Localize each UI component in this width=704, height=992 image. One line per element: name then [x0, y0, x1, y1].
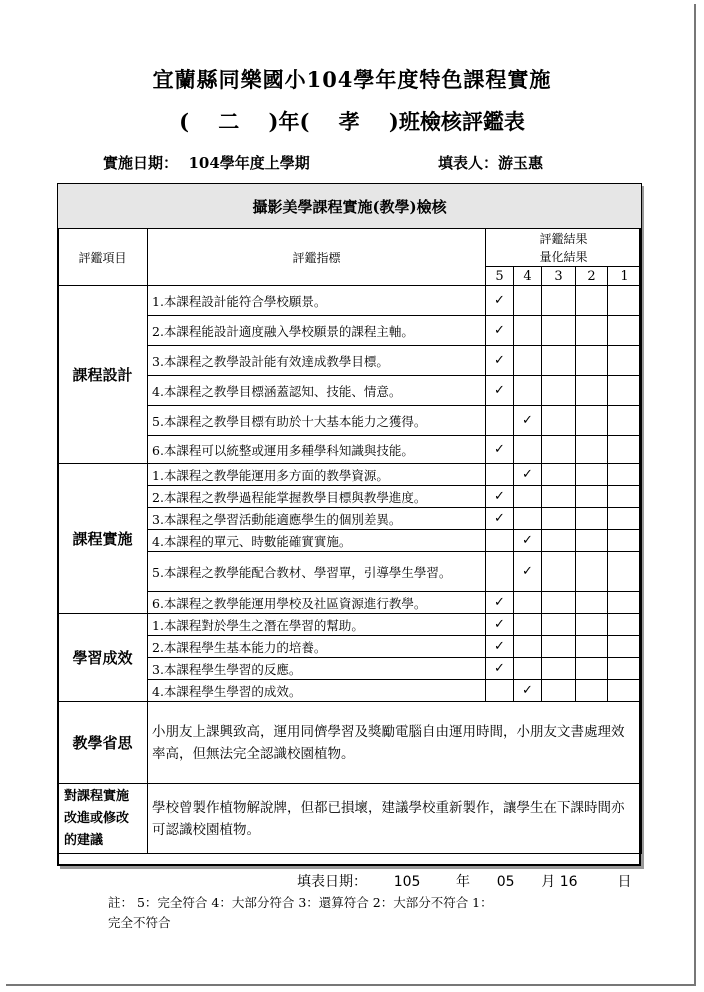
check-mark-icon: ✓: [494, 661, 505, 676]
score-cell-5: [486, 316, 514, 346]
indicator-text: 1.本課程對於學生之潛在學習的幫助。: [148, 614, 486, 636]
score-cell-5: [486, 552, 514, 592]
evaluation-table: [57, 183, 642, 854]
score-cell-3: [542, 406, 576, 436]
indicator-text: 3.本課程學生學習的反應。: [148, 658, 486, 680]
indicator-text: 2.本課程之教學過程能掌握教學目標與教學進度。: [148, 486, 486, 508]
document-subtitle: ( 二 )年( 孝 )班檢核評鑑表: [179, 109, 525, 134]
check-mark-icon: ✓: [494, 442, 505, 457]
suggestion-text: 學校曾製作植物解說牌，但都已損壞，建議學校重新製作，讓學生在下課時間亦可認識校園植物。: [148, 784, 642, 854]
score-header-2: 2: [576, 267, 608, 286]
suggestion-label-line: 改進或修改: [64, 810, 130, 826]
score-cell-3: [542, 552, 576, 592]
indicator-text: 2.本課程學生基本能力的培養。: [148, 636, 486, 658]
table-row: [58, 614, 642, 636]
score-cell-2: [576, 346, 608, 376]
check-mark-icon: ✓: [522, 467, 533, 482]
score-cell-2: [576, 406, 608, 436]
score-header-4: 4: [514, 267, 542, 286]
score-cell-4: [514, 406, 542, 436]
indicator-text: 5.本課程之教學能配合教材、學習單，引導學生學習。: [148, 552, 486, 592]
score-cell-2: [576, 286, 608, 316]
indicator-text: 6.本課程之教學能運用學校及社區資源進行教學。: [148, 592, 486, 614]
score-cell-1: [608, 376, 642, 406]
score-cell-2: [576, 316, 608, 346]
indicator-text: 4.本課程之教學目標涵蓋認知、技能、情意。: [148, 376, 486, 406]
score-cell-5: [486, 636, 514, 658]
result-label: 評鑑結果: [539, 231, 588, 246]
score-cell-2: [576, 376, 608, 406]
check-mark-icon: ✓: [494, 489, 505, 504]
score-cell-2: [576, 552, 608, 592]
score-cell-3: [542, 636, 576, 658]
score-cell-4: [514, 508, 542, 530]
check-mark-icon: ✓: [522, 413, 533, 428]
score-cell-1: [608, 614, 642, 636]
footnote: [108, 893, 598, 933]
score-cell-3: [542, 530, 576, 552]
score-cell-1: [608, 406, 642, 436]
score-cell-4: [514, 552, 542, 592]
check-mark-icon: ✓: [494, 293, 505, 308]
score-cell-3: [542, 614, 576, 636]
score-cell-4: [514, 316, 542, 346]
quant-label: 量化結果: [539, 249, 588, 264]
score-cell-5: [486, 286, 514, 316]
score-cell-5: [486, 592, 514, 614]
score-cell-1: [608, 636, 642, 658]
indicator-text: 6.本課程可以統整或運用多種學科知識與技能。: [148, 436, 486, 464]
score-cell-1: [608, 530, 642, 552]
check-mark-icon: ✓: [494, 617, 505, 632]
score-cell-2: [576, 436, 608, 464]
table-row: [58, 286, 642, 316]
implementation-date: 實施日期： 104學年度上學期: [103, 154, 310, 172]
score-cell-4: [514, 286, 542, 316]
reflection-text: 小朋友上課興致高，運用同儕學習及獎勵電腦自由運用時間，小朋友文書處理效率高，但無法完全認識校園植物。: [148, 702, 642, 784]
score-cell-4: [514, 592, 542, 614]
score-header-3: 3: [542, 267, 576, 286]
score-cell-1: [608, 592, 642, 614]
score-cell-2: [576, 614, 608, 636]
form-filler: 填表人：游玉惠: [438, 154, 544, 172]
score-cell-5: [486, 376, 514, 406]
indicator-text: 4.本課程的單元、時數能確實實施。: [148, 530, 486, 552]
score-cell-5: [486, 530, 514, 552]
score-cell-3: [542, 316, 576, 346]
score-cell-2: [576, 486, 608, 508]
score-cell-4: [514, 346, 542, 376]
score-cell-5: [486, 346, 514, 376]
score-cell-2: [576, 658, 608, 680]
score-cell-2: [576, 592, 608, 614]
footnote-line-1: 註： 5：完全符合 4：大部分符合 3：還算符合 2：大部分不符合 1：: [108, 895, 493, 910]
score-cell-3: [542, 436, 576, 464]
indicator-text: 2.本課程能設計適度融入學校願景的課程主軸。: [148, 316, 486, 346]
score-cell-1: [608, 552, 642, 592]
score-cell-2: [576, 530, 608, 552]
check-mark-icon: ✓: [494, 323, 505, 338]
suggestion-label: [58, 784, 148, 854]
score-header-5: 5: [486, 267, 514, 286]
suggestion-label-line: 對課程實施: [64, 788, 130, 804]
category-label: 課程實施: [58, 464, 148, 614]
col-header-indicator: 評鑑指標: [148, 229, 486, 286]
check-mark-icon: ✓: [494, 383, 505, 398]
category-label: 課程設計: [58, 286, 148, 464]
score-cell-5: [486, 658, 514, 680]
score-cell-2: [576, 680, 608, 702]
check-mark-icon: ✓: [522, 533, 533, 548]
score-cell-5: [486, 614, 514, 636]
score-cell-3: [542, 346, 576, 376]
check-mark-icon: ✓: [494, 639, 505, 654]
score-cell-1: [608, 346, 642, 376]
score-cell-3: [542, 658, 576, 680]
indicator-text: 1.本課程設計能符合學校願景。: [148, 286, 486, 316]
score-cell-2: [576, 636, 608, 658]
score-cell-1: [608, 286, 642, 316]
score-cell-2: [576, 508, 608, 530]
score-cell-4: [514, 376, 542, 406]
col-header-item: 評鑑項目: [58, 229, 148, 286]
score-cell-1: [608, 464, 642, 486]
table-row: [58, 464, 642, 486]
col-header-result: [486, 229, 642, 267]
score-cell-5: [486, 680, 514, 702]
score-cell-3: [542, 592, 576, 614]
category-label: 學習成效: [58, 614, 148, 702]
indicator-text: 3.本課程之學習活動能適應學生的個別差異。: [148, 508, 486, 530]
score-cell-5: [486, 406, 514, 436]
score-cell-3: [542, 508, 576, 530]
indicator-text: 5.本課程之教學目標有助於十大基本能力之獲得。: [148, 406, 486, 436]
score-cell-4: [514, 680, 542, 702]
score-cell-1: [608, 680, 642, 702]
section-title: 攝影美學課程實施(教學)檢核: [58, 184, 642, 229]
fill-date: 填表日期： 105 年 05 月 16 日: [297, 874, 632, 890]
check-mark-icon: ✓: [522, 683, 533, 698]
score-header-1: 1: [608, 267, 642, 286]
score-cell-4: [514, 464, 542, 486]
indicator-text: 4.本課程學生學習的成效。: [148, 680, 486, 702]
reflection-label: 教學省思: [58, 702, 148, 784]
score-cell-5: [486, 464, 514, 486]
score-cell-3: [542, 464, 576, 486]
score-cell-5: [486, 486, 514, 508]
score-cell-5: [486, 436, 514, 464]
score-cell-4: [514, 436, 542, 464]
indicator-text: 3.本課程之教學設計能有效達成教學目標。: [148, 346, 486, 376]
footnote-line-2: 完全不符合: [108, 915, 171, 930]
check-mark-icon: ✓: [494, 353, 505, 368]
score-cell-2: [576, 464, 608, 486]
score-cell-3: [542, 680, 576, 702]
score-cell-1: [608, 316, 642, 346]
score-cell-1: [608, 486, 642, 508]
score-cell-4: [514, 636, 542, 658]
score-cell-3: [542, 376, 576, 406]
score-cell-1: [608, 436, 642, 464]
score-cell-3: [542, 286, 576, 316]
score-cell-4: [514, 658, 542, 680]
suggestion-label-line: 的建議: [64, 832, 104, 848]
check-mark-icon: ✓: [494, 511, 505, 526]
check-mark-icon: ✓: [522, 564, 533, 579]
score-cell-1: [608, 508, 642, 530]
score-cell-3: [542, 486, 576, 508]
score-cell-5: [486, 508, 514, 530]
score-cell-4: [514, 486, 542, 508]
score-cell-4: [514, 530, 542, 552]
document-title: 宜蘭縣同樂國小104學年度特色課程實施: [152, 67, 552, 92]
check-mark-icon: ✓: [494, 595, 505, 610]
score-cell-1: [608, 658, 642, 680]
score-cell-4: [514, 614, 542, 636]
indicator-text: 1.本課程之教學能運用多方面的教學資源。: [148, 464, 486, 486]
